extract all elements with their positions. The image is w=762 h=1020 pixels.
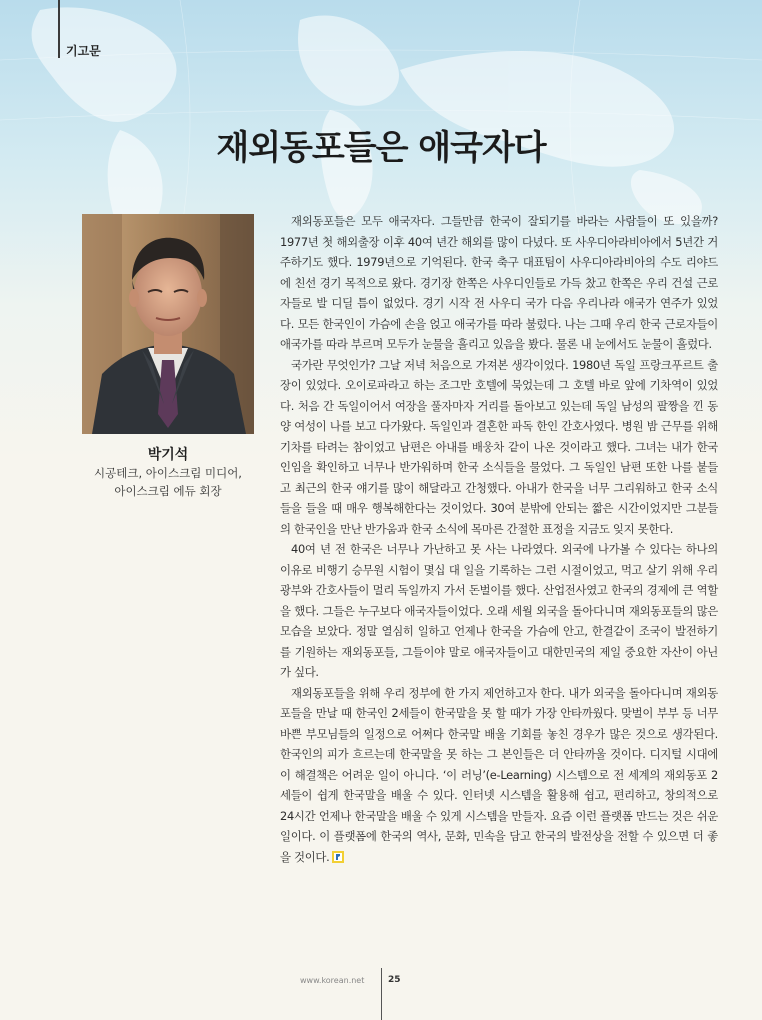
article-body <box>280 211 718 867</box>
author-photo <box>82 214 254 434</box>
article-title: 재외동포들은 애국자다 <box>216 128 546 168</box>
article-paragraph-4 <box>280 683 718 868</box>
author-name: 박기석 <box>147 447 189 463</box>
footer-url: www.korean.net <box>300 976 365 985</box>
article-paragraph-4-text: 재외동포들을 위해 우리 정부에 한 가지 제언하고자 한다. 내가 외국을 돌아다니며 재외동포들을 만날 때 한국인 2세들이 한국말을 못 할 때가 가장 안타까웠다. 맞벌이 부부 등 너무 바쁜 부모님들의 일정으로 어쩌다 한국말 배울 기회를 놓친 경우가 많은 것으로 생각된다. 한국인의 피가 흐르는데 한국말을 못 하는 그 본인들은 더 안타까울 것이다. 디지털 시대에 이 해결책은 어려운 일이 아니다. ‘이 러닝’(e-Learning) 시스템으로 전 세계의 재외동포 2세들이 쉽게 한국말을 배울 수 있다. 인터넷 시스템을 활용해 쉽고, 편리하고, 창의적으로 24시간 언제나 한국말을 배울 수 있게 시스템을 만들자. 요즘 이런 플랫폼 만드는 것은 쉬운 일이다. 이 플랫폼에 한국의 역사, 문화, 민속을 담고 한국의 발전상을 전할 수 있으면 더 좋을 것이다. <box>280 685 718 864</box>
section-label: 기고문 <box>66 44 101 58</box>
article-paragraph-3: 40여 년 전 한국은 너무나 가난하고 못 사는 나라였다. 외국에 나가볼 수 있다는 하나의 이유로 비행기 승무원 시험이 몇십 대 일을 기록하는 그런 시절이었고, 먹고 살기 위해 우리 광부와 간호사들이 멀리 독일까지 가서 돈벌이를 했다. 산업전사였고 한국의 경제에 큰 역할을 했다. 그들은 누구보다 애국자들이었다. 오래 세월 외국을 돌아다니며 재외동포들의 많은 모습을 보았다. 정말 열심히 일하고 언제나 한국을 가슴에 안고, 한결같이 조국이 발전하기를 기원하는 재외동포들, 그들이야 말로 애국자들이고 대한민국의 제일 중요한 자산이 아닌가 싶다. <box>280 542 718 679</box>
end-mark-icon <box>332 851 344 863</box>
author-role-line-2: 아이스크림 에듀 회장 <box>114 484 222 498</box>
article-paragraph-2: 국가란 무엇인가? 그날 저녁 처음으로 가져본 생각이었다. 1980년 독일 프랑크푸르트 출장이 있었다. 오이로파라고 하는 조그만 호텔에 묵었는데 그 호텔 바로 앞에 기차역이 있었다. 처음 간 독일이어서 여장을 풀자마자 거리를 돌아보고 있는데 독일 남성의 팔짱을 낀 동양 여성이 나를 보고 다가왔다. 독일인과 결혼한 파독 한인 간호사였다. 병원 밤 근무를 위해 기차를 타려는 참이었고 남편은 아내를 배웅차 같이 나온 것이라고 했다. 그녀는 내가 한국인임을 확인하고 너무나 반가워하며 한국 소식들을 물었다. 그 독일인 남편 또한 나를 붙들고 최근의 한국 얘기를 많이 해달라고 간청했다. 아내가 한국을 너무 그리워하고 한국 소식들을 들을 때 매우 행복해한다는 것이었다. 30여 분밖에 안되는 짧은 시간이었지만 그분들의 한국인을 만난 반가움과 한국 소식에 목마른 간절한 표정을 지금도 잊지 못한다. <box>280 357 718 536</box>
article-paragraph-1: 재외동포들은 모두 애국자다. 그들만큼 한국이 잘되기를 바라는 사람들이 또 있을까? 1977년 첫 해외출장 이후 40여 년간 해외를 많이 다녔다. 또 사우디아라비아에서 5년간 거주하기도 했다. 1979년으로 기억된다. 한국 축구 대표팀이 사우디아라비아의 수도 리야드에 친선 경기 목적으로 왔다. 경기장 한쪽은 사우디인들로 가득 찼고 한쪽은 우리 건설 근로자들로 발 디딜 틈이 없었다. 경기 시작 전 사우디 국가 다음 우리나라 애국가 연주가 있었다. 모든 한국인이 가슴에 손을 얹고 애국가를 따라 불렀다. 나는 그때 우리 한국 근로자들이 애국가를 따라 부르며 모두가 눈물을 흘리고 있음을 봤다. 물론 내 눈에서도 눈물이 흘렀다. <box>280 214 718 351</box>
page-number: 25 <box>388 975 401 985</box>
author-role <box>82 464 254 500</box>
footer-rule <box>381 968 382 1020</box>
section-rule <box>58 0 60 58</box>
author-role-line-1: 시공테크, 아이스크림 미디어, <box>94 466 242 480</box>
